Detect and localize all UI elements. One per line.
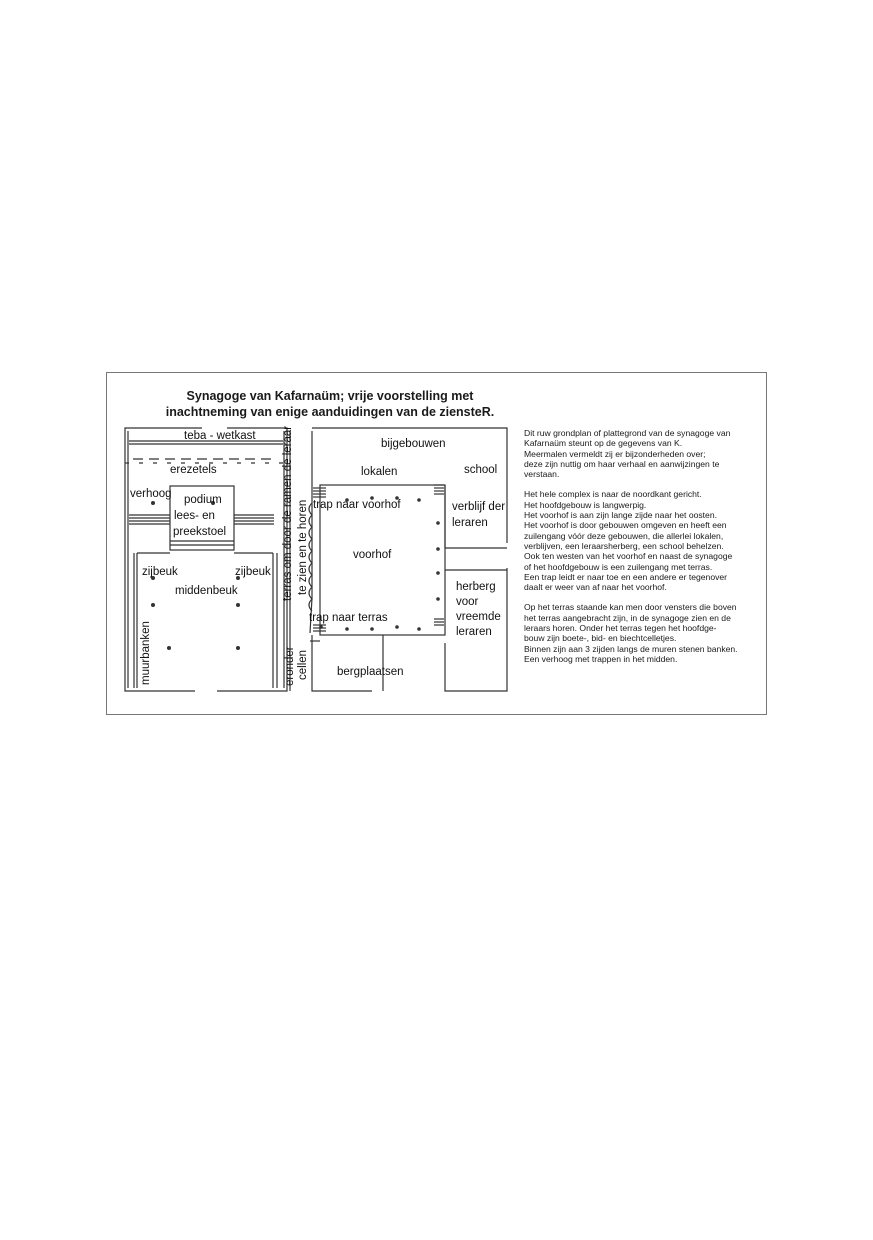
label-verhoog: verhoog (130, 488, 172, 500)
label-vreemde: vreemde (456, 611, 501, 623)
desc-line: Een verhoog met trappen in het midden. (524, 653, 678, 664)
description-para-1 (524, 428, 762, 479)
desc-line: bouw zijn boete-, bid- en biechtcelletjes. (524, 633, 677, 644)
desc-line: Het hoofdgebouw is langwerpig. (524, 499, 647, 510)
desc-line: verblijven, een leraarsherberg, een school behelzen. (524, 540, 724, 551)
label-podium: podium (184, 494, 222, 506)
label-cellen: cellen (297, 649, 309, 680)
desc-line: Het voorhof is aan zijn lange zijde naar het oosten. (524, 510, 718, 521)
label-zijbeuk-right: zijbeuk (235, 566, 271, 578)
desc-line: het terras aangebracht zijn, in de synagoge zien en de (524, 612, 731, 623)
desc-line: daalt er weer van af naar het voorhof. (524, 582, 667, 593)
label-voor: voor (456, 596, 479, 608)
desc-line: Dit ruw grondplan of plattegrond van de synagoge van (524, 428, 731, 438)
label-verblijf-der: verblijf der (452, 501, 506, 513)
label-trap-terras: trap naar terras (309, 612, 388, 624)
desc-line: Ook ten westen van het voorhof en naast de synagoge (524, 551, 733, 562)
desc-line: Op het terras staande kan men door vensters die boven (524, 602, 737, 613)
label-teba: teba - wetkast (184, 430, 256, 442)
desc-line: of het hoofdgebouw is een zuilengang met terras. (524, 561, 713, 572)
desc-line: verstaan. (524, 469, 560, 480)
label-terras-vertical-2: te zien en te horen (297, 499, 309, 595)
label-bergplaatsen: bergplaatsen (337, 666, 404, 678)
desc-line: Kafarnaüm steunt op de gegevens van K. (524, 438, 683, 449)
label-lokalen: lokalen (361, 466, 398, 478)
description-text (524, 428, 762, 674)
desc-line: Een trap leidt er naar toe en een andere er tegenover (524, 571, 728, 582)
label-erezetels: erezetels (170, 464, 217, 476)
title-line-2: inachtneming van enige aanduidingen van de ziensteR. (165, 405, 495, 419)
plan-labels (130, 426, 505, 686)
label-eronder: eronder (284, 646, 296, 686)
label-middenbeuk: middenbeuk (175, 585, 238, 597)
title-line-1: Synagoge van Kafarnaüm; vrije voorstelling met (186, 389, 474, 403)
label-herberg: herberg (456, 581, 496, 593)
desc-line: zuilengang vóór deze gebouwen, die allerlei lokalen, (524, 530, 724, 541)
label-bijgebouwen: bijgebouwen (381, 438, 446, 450)
description-para-2 (524, 489, 762, 592)
label-preekstoel: preekstoel (173, 526, 227, 538)
description-para-3 (524, 602, 762, 664)
desc-line: Meermalen vermeldt zij er bijzonderheden over; (524, 448, 706, 459)
desc-line: Binnen zijn aan 3 zijden langs de muren stenen banken. (524, 643, 738, 654)
figure-frame (106, 372, 767, 715)
label-terras-vertical-1: terras om door de ramen de leraar (282, 425, 294, 601)
floor-plan (107, 373, 527, 716)
label-trap-voorhof: trap naar voorhof (313, 499, 401, 511)
desc-line: deze zijn nuttig om haar verhaal en aanwijzingen te (524, 458, 720, 469)
desc-line: Het voorhof is door gebouwen omgeven en heeft een (524, 520, 727, 531)
label-leraren-1: leraren (452, 517, 488, 529)
label-voorhof: voorhof (353, 549, 392, 561)
desc-line: Het hele complex is naar de noordkant gericht. (524, 489, 702, 500)
label-muurbanken: muurbanken (140, 621, 152, 685)
label-lees-en: lees- en (174, 510, 215, 522)
label-zijbeuk-left: zijbeuk (142, 566, 178, 578)
label-leraren-2: leraren (456, 626, 492, 638)
label-school: school (464, 464, 498, 476)
desc-line: leraars horen. Onder het terras tegen het hoofdge- (524, 623, 717, 634)
